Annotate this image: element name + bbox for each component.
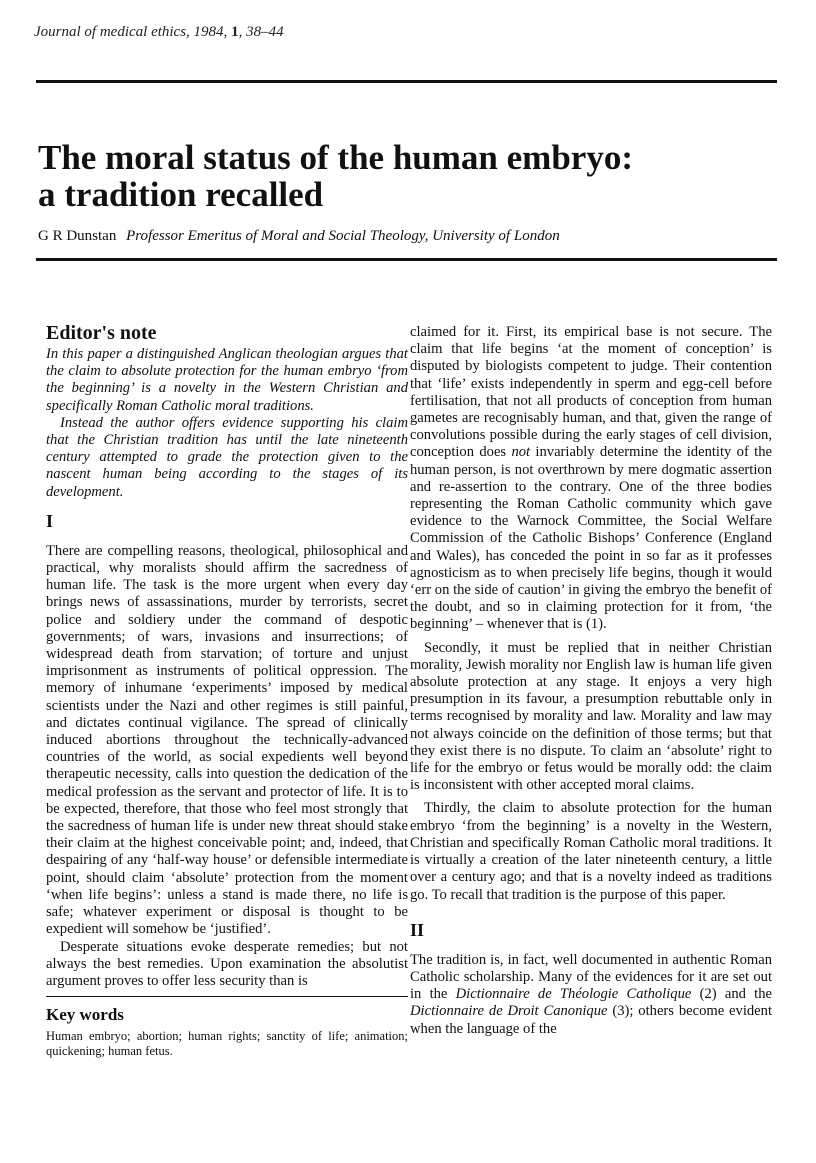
- running-head: [34, 24, 284, 41]
- section-heading-1: I: [46, 510, 54, 531]
- body-paragraph: Desperate situations evoke desperate remedies; but not always the best remedies. Upon examination the absolutist argument proves to offer less security than is: [46, 938, 408, 989]
- volume-number: 1: [231, 24, 239, 40]
- citation-title: Dictionnaire de Théologie Catholique: [455, 986, 692, 1003]
- right-column: [410, 324, 772, 1038]
- title-rule: [36, 258, 777, 261]
- body-paragraph: Thirdly, the claim to absolute protection for the human embryo ‘from the beginning’ is a novelty in the Western, Christian and specifically Roman Catholic moral traditions. It is virtually a creation of the later nineteenth century, a little over a century ago; and that is a novelty indeed as traditions go. To recall that tradition is the purpose of this paper.: [410, 800, 772, 903]
- editors-note-heading: Editor's note: [46, 322, 157, 344]
- page-range: , 38–44: [238, 24, 284, 40]
- body-text: (2) and the: [691, 986, 772, 1003]
- left-column: [46, 322, 408, 1059]
- emphasis-text: not: [511, 444, 531, 461]
- title-line-2: a tradition recalled: [38, 175, 324, 214]
- editors-note-paragraph-1: In this paper a distinguished Anglican theologian argues that the claim to absolute protection for the human embryo ‘from the beginning’ is a novelty in the Western Christian and specifically Roman Catholic moral traditions.: [46, 346, 408, 414]
- body-paragraph: [410, 952, 772, 1038]
- editors-note-paragraph-2: Instead the author offers evidence supporting his claim that the Christian tradition has until the late nineteenth century attempted to grade the protection given to the nascent human being according to the stages of its development.: [46, 414, 408, 500]
- body-text: invariably determine the identity of the human person, is not overthrown by mere dogmatic assertion and re-assertion to the contrary. One of the three bodies representing the Roman Catholic community which gave evidence to the Warnock Committee, the Social Welfare Commission of the Catholic Bishops’ Conference (England and Wales), has conceded the point in so far as it professes agnosticism as to when precisely life begins, though it would ‘err on the side of caution’ in giving the embryo the benefit of the doubt, and so in claiming protection for it from, ‘the beginning’ – whenever that is (1).: [410, 444, 772, 633]
- keywords-text: Human embryo; abortion; human rights; sanctity of life; animation; quickening; human fetus.: [46, 1029, 408, 1059]
- body-text: claimed for it. First, its empirical base is not secure. The claim that life begins ‘at the moment of conception’ is disputed by biologists competent to judge. Their contention that ‘life’ exists independently in sperm and egg-cell before fertilisation, that not all products of conception from human gametes are recognisably human, and that, given the range of convolutions possible during the early stages of cell division, conception does: [410, 324, 772, 461]
- article-title: [38, 139, 778, 213]
- body-paragraph: Secondly, it must be replied that in neither Christian morality, Jewish morality nor English law is human life given absolute protection at any stage. It enjoys a very high presumption in its favour, a presumption rebuttable only in terms recognised by morality and law. Morality and law may not always coincide on the definition of those terms; but that they exist there is no dispute. To claim an ‘absolute’ right to life for the embryo or fetus would be morally odd: the claim is inconsistent with other accepted moral claims.: [410, 639, 772, 794]
- byline: [38, 228, 560, 245]
- section-heading-2: II: [410, 919, 425, 940]
- author-affiliation: Professor Emeritus of Moral and Social Theology, University of London: [126, 228, 560, 244]
- body-text: The tradition is, in fact, well documented in authentic Roman Catholic scholarship. Many of the evidences for it are set out in the: [410, 951, 772, 1003]
- editors-note: [46, 322, 408, 501]
- author-name: G R Dunstan: [38, 228, 117, 244]
- body-paragraph: [410, 324, 772, 634]
- body-text: (3); others become evident when the language of the: [410, 1003, 772, 1037]
- keywords-rule: [46, 996, 408, 997]
- citation-title: Dictionnaire de Droit Canonique: [410, 1003, 608, 1020]
- keywords-heading: Key words: [46, 1005, 124, 1025]
- journal-citation: Journal of medical ethics, 1984,: [34, 24, 232, 40]
- title-line-1: The moral status of the human embryo:: [38, 138, 633, 177]
- body-paragraph: There are compelling reasons, theological, philosophical and practical, why moralists should affirm the sacredness of human life. The task is the more urgent when every day brings news of assassinations, murder by terrorists, secret police and soldiery under the command of despotic governments; of wars, invasions and insurrections; of widespread death from starvation; of torture and unjust imprisonment as instruments of political oppression. The memory of inhumane ‘experiments’ imposed by medical scientists under the Nazi and other regimes is still painful, and dictates continual vigilance. The spread of clinically induced abortions throughout the technically-advanced countries of the world, as social expedients well beyond therapeutic necessity, calls into question the dedication of the medical profession as the servant and protector of life. It is to be expected, therefore, that those who feel most strongly that the sacredness of human life is under new threat should stake their claim at the highest conceivable point; and, indeed, that despairing of any ‘half-way house’ or defensible intermediate point, should claim ‘absolute’ protection from the moment ‘when life begins’: unless a stand is made there, no life is safe; whatever experiment or disposal is thought to be expedient will somehow be ‘justified’.: [46, 542, 408, 938]
- header-rule: [36, 80, 777, 83]
